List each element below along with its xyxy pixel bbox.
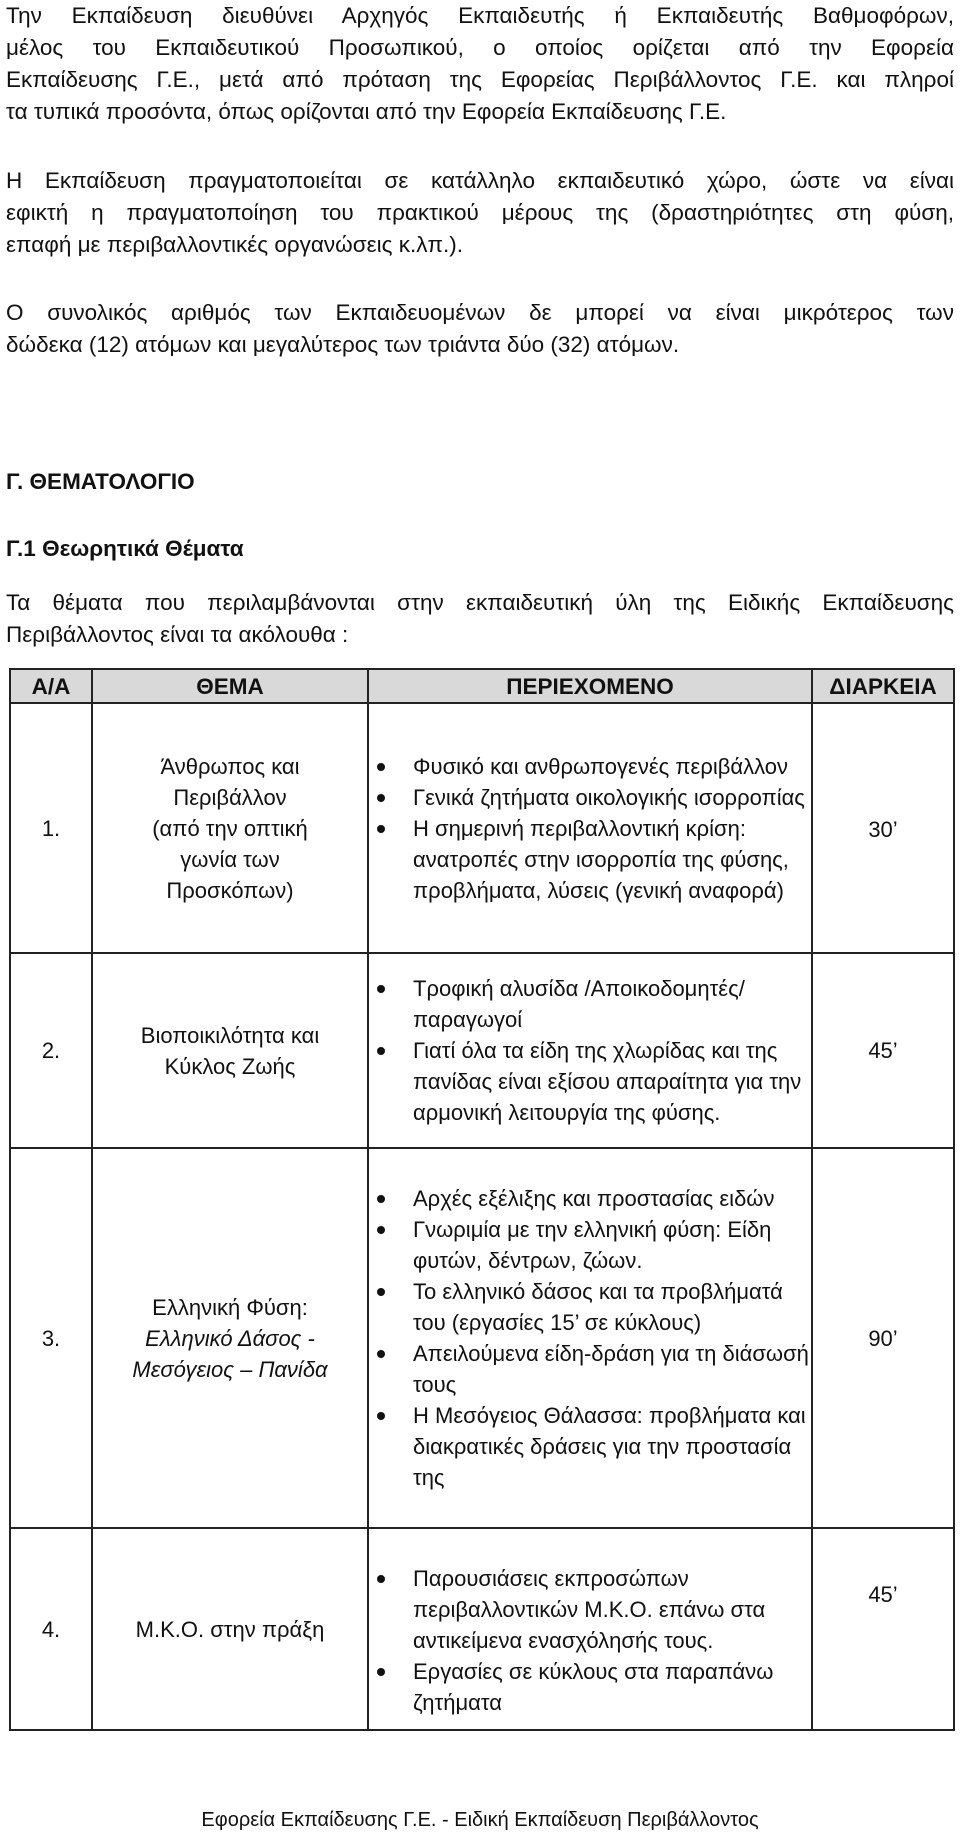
row-number: 2. bbox=[10, 953, 92, 1148]
list-item bbox=[369, 813, 811, 906]
row-theme bbox=[92, 1528, 368, 1730]
theme-line: Άνθρωπος και bbox=[160, 753, 300, 779]
theme-line: Περιβάλλον bbox=[173, 784, 287, 810]
bullet-icon bbox=[377, 1288, 385, 1296]
duration-value: 30’ bbox=[868, 817, 898, 842]
row-number: 4. bbox=[10, 1528, 92, 1730]
list-item bbox=[369, 782, 811, 813]
list-item bbox=[369, 1183, 811, 1214]
list-item bbox=[369, 751, 811, 782]
table-row bbox=[10, 953, 954, 1148]
table-row bbox=[10, 1148, 954, 1528]
list-item bbox=[369, 973, 811, 1035]
theme-line: Μ.Κ.Ο. στην πράξη bbox=[135, 1616, 325, 1642]
table-row bbox=[10, 1528, 954, 1730]
list-item-text: Γενικά ζητήματα οικολογικής ισορροπίας bbox=[413, 784, 805, 810]
text-line: εφικτή η πραγματοποίηση του πρακτικού μέρους της (δραστηριότητες στη φύση, bbox=[6, 200, 954, 225]
list-item bbox=[369, 1400, 811, 1493]
list-item bbox=[369, 1338, 811, 1400]
theme-line: Βιοποικιλότητα και bbox=[140, 1022, 320, 1048]
list-item-text: Φυσικό και ανθρωπογενές περιβάλλον bbox=[413, 753, 789, 779]
duration-value: 90’ bbox=[868, 1325, 898, 1351]
text-line: Εκπαίδευσης Γ.Ε., μετά από πρόταση της Εφορείας Περιβάλλοντος Γ.Ε. και πληροί bbox=[6, 67, 954, 92]
theme-line: Ελληνικό Δάσος - bbox=[145, 1325, 315, 1351]
theme-line: Μεσόγειος – Πανίδα bbox=[132, 1356, 328, 1382]
theme-line: Κύκλος Ζωής bbox=[164, 1053, 296, 1079]
list-item-text: Η Μεσόγειος Θάλασσα: προβλήματα και διακρατικές δράσεις για την προστασία της bbox=[413, 1403, 806, 1490]
bullet-icon bbox=[377, 985, 385, 993]
text-line: μέλος του Εκπαιδευτικού Προσωπικού, ο οποίος ορίζεται από την Εφορεία bbox=[6, 35, 954, 60]
content-list bbox=[369, 1183, 811, 1493]
list-item bbox=[369, 1656, 811, 1718]
header-theme: ΘΕΜΑ bbox=[92, 669, 368, 703]
duration-value: 45’ bbox=[868, 1038, 898, 1063]
duration-value: 45’ bbox=[868, 1582, 898, 1607]
text-line: Την Εκπαίδευση διευθύνει Αρχηγός Εκπαιδευτής ή Εκπαιδευτής Βαθμοφόρων, bbox=[6, 3, 954, 28]
bullet-icon bbox=[377, 825, 385, 833]
row-duration bbox=[812, 1528, 954, 1730]
table-header-row bbox=[10, 669, 954, 703]
row-content bbox=[368, 1528, 812, 1730]
list-item bbox=[369, 1035, 811, 1128]
row-duration bbox=[812, 1148, 954, 1528]
paragraph-participant-count bbox=[6, 297, 954, 361]
bullet-icon bbox=[377, 794, 385, 802]
row-duration bbox=[812, 703, 954, 953]
page-footer: Εφορεία Εκπαίδευσης Γ.Ε. - Ειδική Εκπαίδευση Περιβάλλοντος bbox=[201, 1809, 759, 1831]
list-item-text: Εργασίες σε κύκλους στα παραπάνω ζητήματα bbox=[413, 1658, 774, 1715]
header-duration: ΔΙΑΡΚΕΙΑ bbox=[812, 669, 954, 703]
bullet-icon bbox=[377, 763, 385, 771]
theme-line: γωνία των bbox=[180, 846, 280, 872]
text-line: Ο συνολικός αριθμός των Εκπαιδευομένων δε μπορεί να είναι μικρότερος των bbox=[6, 300, 954, 325]
text-line: Η Εκπαίδευση πραγματοποιείται σε κατάλληλο εκπαιδευτικό χώρο, ώστε να είναι bbox=[6, 168, 954, 193]
bullet-icon bbox=[377, 1412, 385, 1420]
row-theme bbox=[92, 703, 368, 953]
content-list bbox=[369, 973, 811, 1128]
list-item bbox=[369, 1563, 811, 1656]
table-row bbox=[10, 703, 954, 953]
content-list bbox=[369, 751, 811, 906]
theme-line: Ελληνική Φύση: bbox=[152, 1294, 308, 1320]
topics-table bbox=[9, 668, 955, 1731]
row-theme bbox=[92, 1148, 368, 1528]
text-line: Περιβάλλοντος είναι τα ακόλουθα : bbox=[6, 622, 349, 647]
row-number: 3. bbox=[10, 1148, 92, 1528]
list-item-text: Η σημερινή περιβαλλοντική κρίση: ανατροπές στην ισορροπία της φύσης, προβλήματα, λύσεις (γενική αναφορά) bbox=[413, 815, 789, 903]
text-line: επαφή με περιβαλλοντικές οργανώσεις κ.λπ.). bbox=[6, 232, 463, 257]
text-line: Τα θέματα που περιλαμβάνονται στην εκπαιδευτική ύλη της Ειδικής Εκπαίδευσης bbox=[6, 590, 954, 615]
paragraph-topics-intro bbox=[6, 587, 954, 651]
text-line: τα τυπικά προσόντα, όπως ορίζονται από την Εφορεία Εκπαίδευσης Γ.Ε. bbox=[6, 99, 727, 124]
row-content bbox=[368, 953, 812, 1148]
list-item-text: Αρχές εξέλιξης και προστασίας ειδών bbox=[413, 1186, 775, 1211]
list-item bbox=[369, 1276, 811, 1338]
list-item bbox=[369, 1214, 811, 1276]
subsection-heading: Γ.1 Θεωρητικά Θέματα bbox=[6, 536, 244, 561]
row-duration bbox=[812, 953, 954, 1148]
row-number: 1. bbox=[10, 703, 92, 953]
bullet-icon bbox=[377, 1047, 385, 1055]
list-item-text: Γιατί όλα τα είδη της χλωρίδας και της πανίδας είναι εξίσου απαραίτητα για την αρμονική λειτουργία της φύσης. bbox=[413, 1038, 802, 1125]
list-item-text: Το ελληνικό δάσος και τα προβλήματά του (εργασίες 15’ σε κύκλους) bbox=[413, 1279, 783, 1335]
bullet-icon bbox=[377, 1226, 385, 1234]
content-list bbox=[369, 1563, 811, 1718]
bullet-icon bbox=[377, 1668, 385, 1676]
bullet-icon bbox=[377, 1195, 385, 1203]
row-content bbox=[368, 1148, 812, 1528]
section-heading: Γ. ΘΕΜΑΤΟΛΟΓΙΟ bbox=[6, 469, 195, 494]
row-content bbox=[368, 703, 812, 953]
list-item-text: Τροφική αλυσίδα /Αποικοδομητές/ παραγωγοί bbox=[413, 976, 745, 1032]
row-theme bbox=[92, 953, 368, 1148]
paragraph-training-director bbox=[6, 0, 954, 128]
paragraph-training-venue bbox=[6, 165, 954, 261]
list-item-text: Γνωριμία με την ελληνική φύση: Είδη φυτών, δέντρων, ζώων. bbox=[413, 1217, 772, 1273]
bullet-icon bbox=[377, 1575, 385, 1583]
text-line: δώδεκα (12) ατόμων και μεγαλύτερος των τριάντα δύο (32) ατόμων. bbox=[6, 332, 680, 357]
bullet-icon bbox=[377, 1350, 385, 1358]
list-item-text: Παρουσιάσεις εκπροσώπων περιβαλλοντικών Μ.Κ.Ο. επάνω στα αντικείμενα ενασχόλησής τους. bbox=[413, 1565, 766, 1653]
theme-line: Προσκόπων) bbox=[166, 877, 294, 903]
theme-line: (από την οπτική bbox=[152, 815, 308, 841]
list-item-text: Απειλούμενα είδη-δράση για τη διάσωσή τους bbox=[413, 1341, 809, 1397]
header-content: ΠΕΡΙΕΧΟΜΕΝΟ bbox=[368, 669, 812, 703]
header-num: Α/Α bbox=[10, 669, 92, 703]
